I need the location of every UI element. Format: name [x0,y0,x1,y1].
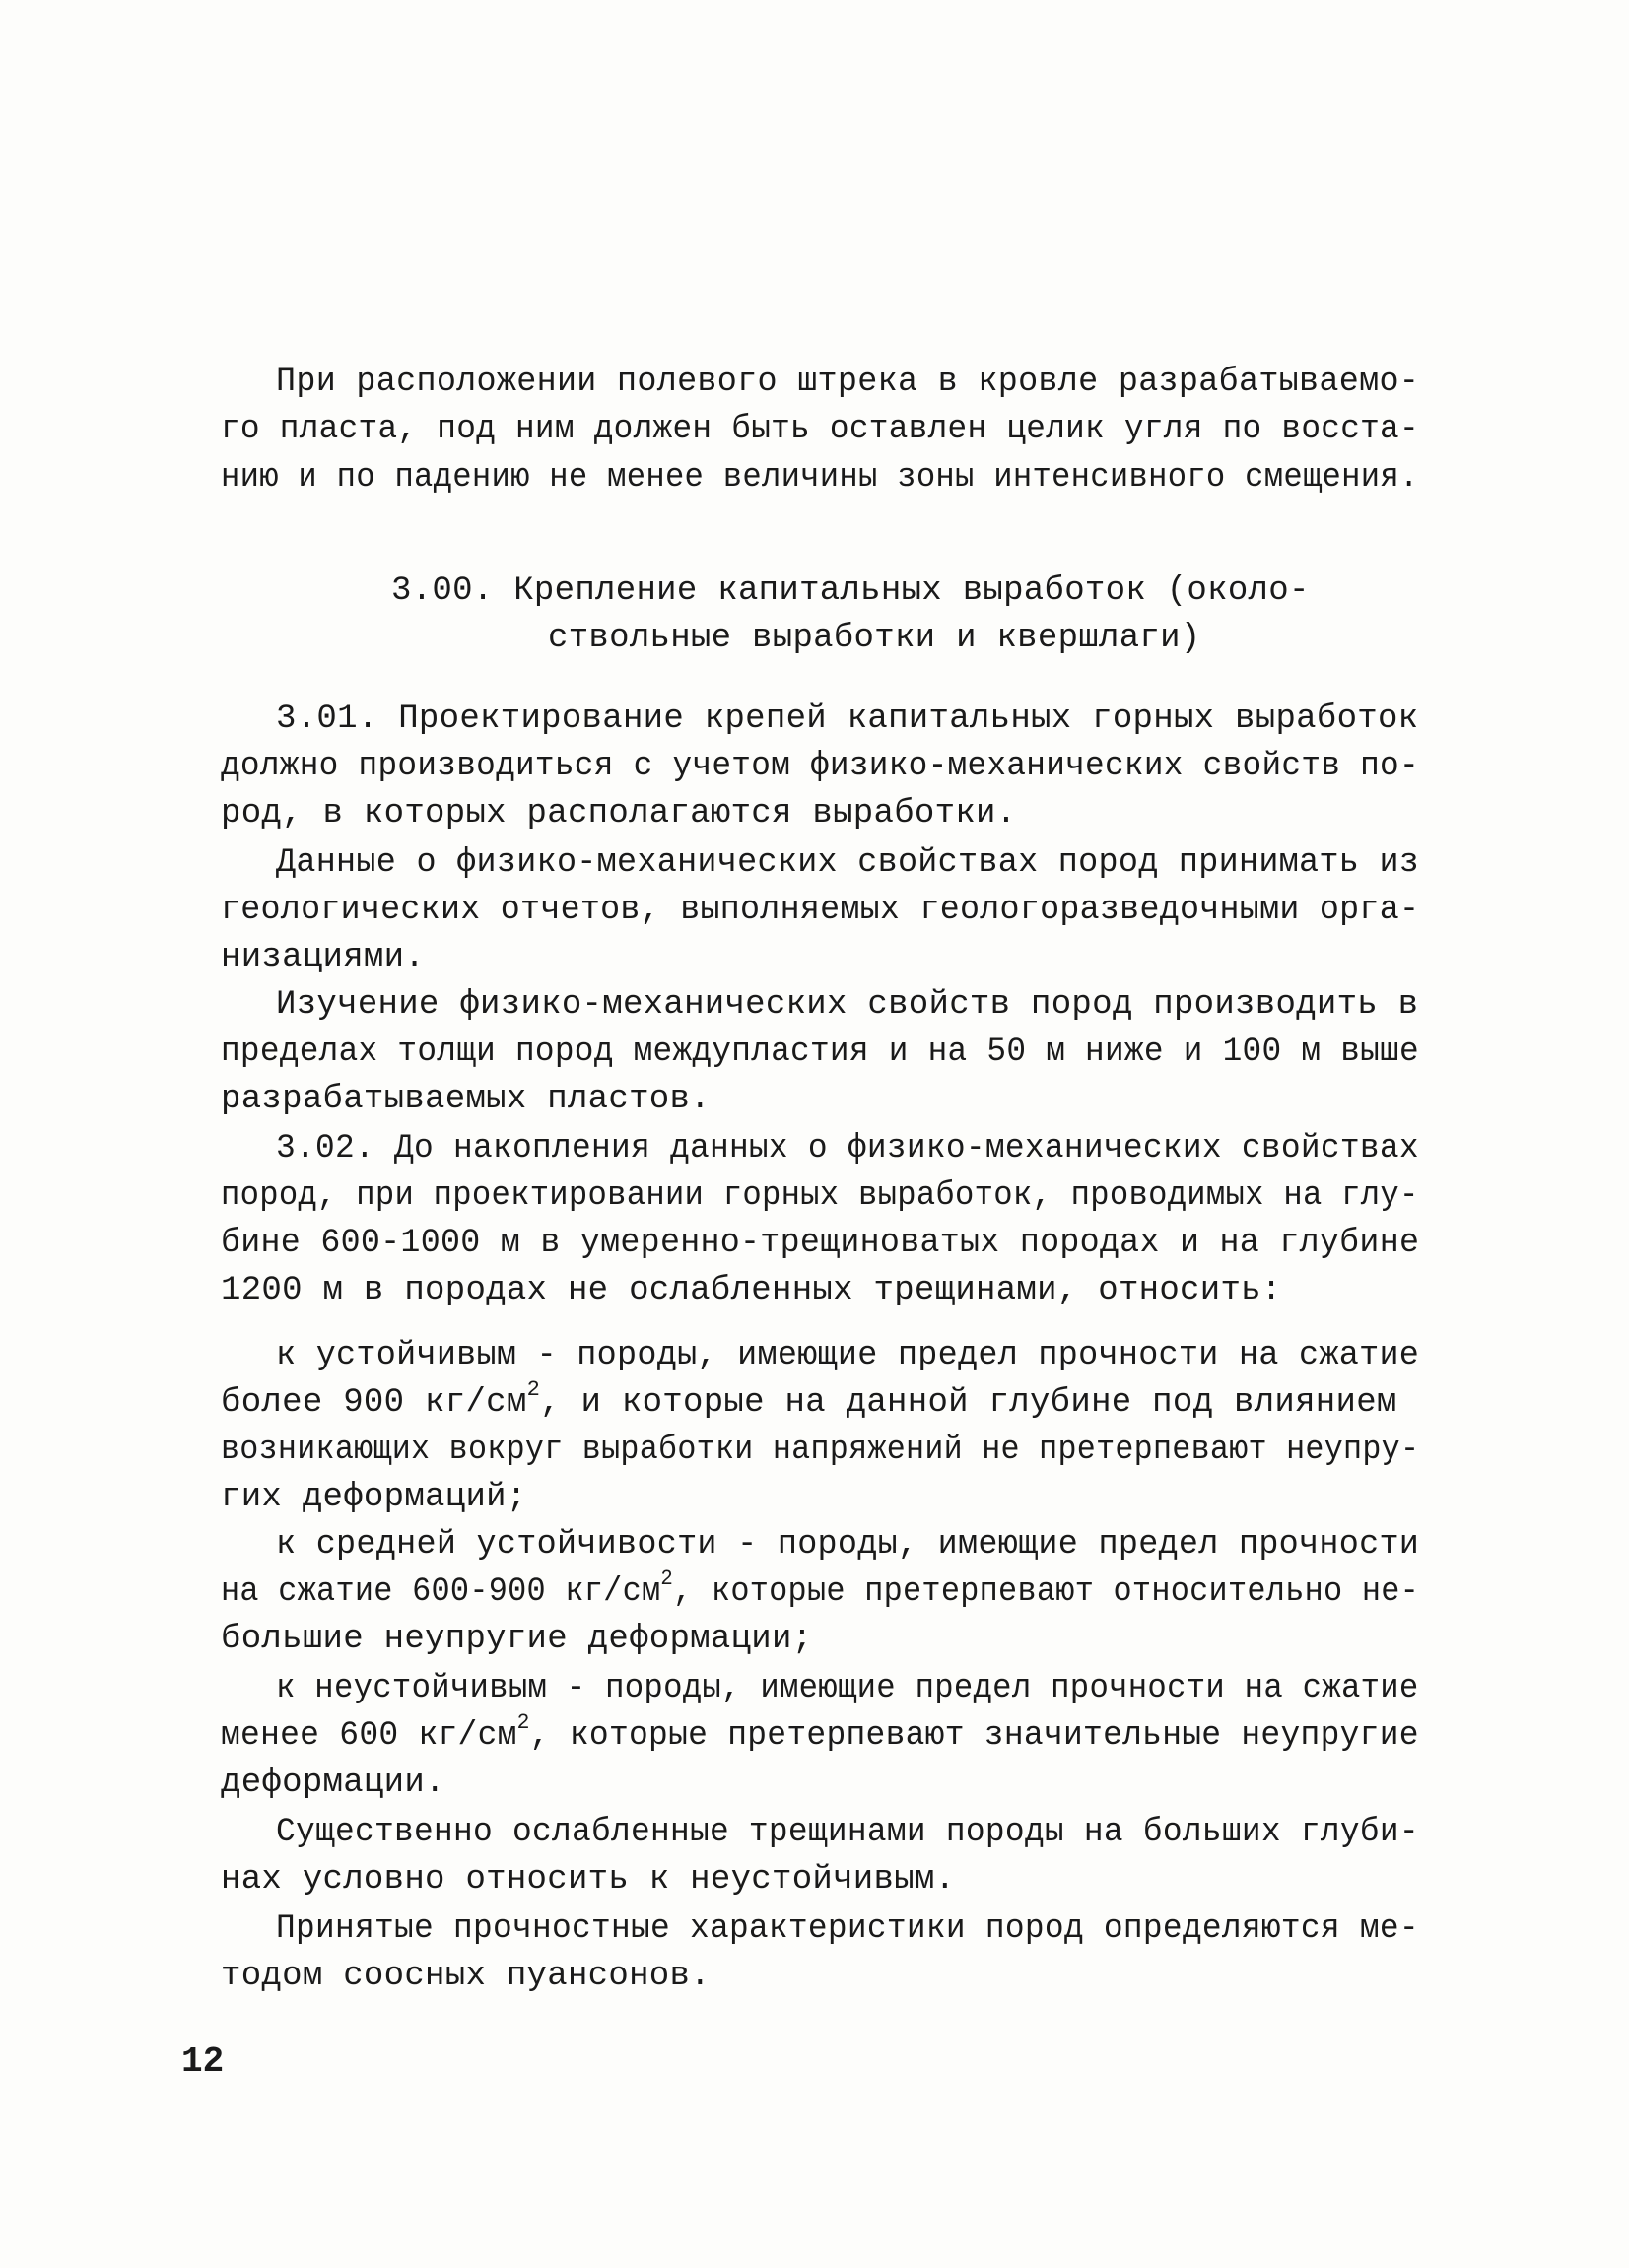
p-fractured-line-2: нах условно относить к неустойчивым. [221,1861,956,1899]
medium-line-3: большие неупругие деформации; [221,1621,813,1658]
unstable-line-3: деформации. [221,1765,445,1802]
superscript-2: 2 [526,1377,541,1402]
p-study-line-1: Изучение физико-механических свойств пород производить в [276,986,1419,1024]
superscript-2: 2 [660,1567,674,1591]
medium-line-2 [221,1567,1420,1615]
medium-line-1: к средней устойчивости - породы, имеющие предел прочности [276,1526,1420,1564]
stable-line-3: возникающих вокруг выработки напряжений не претерпевают неупру- [221,1432,1420,1469]
p302-line-4: 1200 м в породах не ослабленных трещинами, относить: [221,1272,1282,1309]
stable-line-2 [221,1377,1397,1426]
p-accepted-line-2: тодом соосных пуансонов. [221,1958,711,1995]
unstable-line-2 [221,1710,1419,1759]
p-data-line-3: низациями. [221,939,426,976]
p-study-line-2: пределах толщи пород междупластия и на 50 м ниже и 100 м выше [221,1034,1419,1071]
intro-line-2: го пласта, под ним должен быть оставлен целик угля по восста- [221,411,1419,448]
p302-line-1: 3.02. До накопления данных о физико-механических свойствах [276,1130,1419,1167]
superscript-2: 2 [516,1710,530,1735]
p302-line-2: пород, при проектировании горных выработок, проводимых на глу- [221,1177,1419,1215]
stable-line-1: к устойчивым - породы, имеющие предел прочности на сжатие [276,1337,1420,1374]
p302-line-3: бине 600-1000 м в умеренно-трещиноватых породах и на глубине [221,1225,1420,1262]
stable-line-2a: более 900 кг/см [221,1384,527,1422]
page-number: 12 [181,2041,225,2082]
section-heading-line-2: ствольные выработки и квершлаги) [548,620,1201,657]
p-accepted-line-1: Принятые прочностные характеристики пород определяются ме- [276,1910,1419,1948]
p301-line-1: 3.01. Проектирование крепей капитальных горных выработок [276,700,1419,738]
section-heading-line-1: 3.00. Крепление капитальных выработок (около- [391,572,1310,610]
stable-line-2b: , и которые на данной глубине под влиянием [540,1384,1397,1422]
medium-line-2b: , которые претерпевают относительно не- [673,1573,1420,1611]
intro-line-3: нию и по падению не менее величины зоны интенсивного смещения. [221,459,1419,497]
p-data-line-2: геологических отчетов, выполняемых геологоразведочными орга- [221,892,1420,929]
unstable-line-1: к неустойчивым - породы, имеющие предел прочности на сжатие [276,1670,1419,1707]
unstable-line-2a: менее 600 кг/см [221,1717,517,1755]
p-study-line-3: разрабатываемых пластов. [221,1081,711,1118]
p-data-line-1: Данные о физико-механических свойствах пород принимать из [276,844,1420,882]
stable-line-4: гих деформаций; [221,1479,527,1516]
p-fractured-line-1: Существенно ослабленные трещинами породы на больших глуби- [276,1814,1419,1851]
medium-line-2a: на сжатие 600-900 кг/см [221,1573,661,1611]
intro-line-1: При расположении полевого штрека в кровле разрабатываемо- [276,364,1420,401]
p301-line-3: род, в которых располагаются выработки. [221,795,1017,833]
p301-line-2: должно производиться с учетом физико-механических свойств по- [221,748,1419,785]
unstable-line-2b: , которые претерпевают значительные неупругие [529,1717,1419,1755]
